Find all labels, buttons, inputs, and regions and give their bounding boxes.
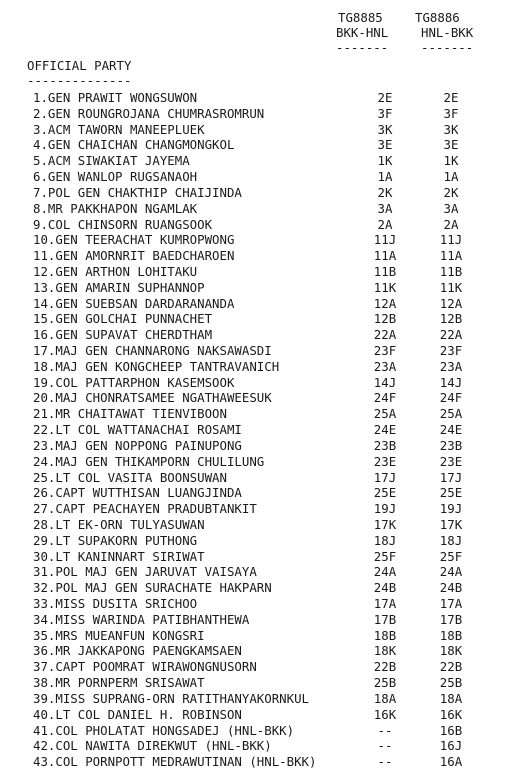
passenger-name: 18.MAJ GEN KONGCHEEP TANTRAVANICH: [33, 358, 280, 374]
route-rule-return: -------: [421, 40, 474, 55]
passenger-name: 20.MAJ CHONRATSAMEE NGATHAWEESUK: [33, 390, 272, 406]
list-item: [0, 122, 511, 138]
seat-outbound: 22B: [373, 659, 397, 675]
list-item: [0, 643, 511, 659]
seat-outbound: 22A: [373, 327, 397, 343]
section-title: OFFICIAL PARTY: [27, 58, 132, 73]
seat-return: 11B: [439, 263, 463, 279]
seat-return: 16J: [439, 738, 463, 754]
seat-outbound: 24A: [373, 564, 397, 580]
passenger-name: 29.LT SUPAKORN PUTHONG: [33, 532, 198, 548]
list-item: [0, 201, 511, 217]
list-item: [0, 485, 511, 501]
seat-outbound: 17A: [373, 596, 397, 611]
passenger-name: 12.GEN ARTHON LOHITAKU: [33, 263, 198, 279]
passenger-name: 36.MR JAKKAPONG PAENGKAMSAEN: [33, 643, 242, 659]
seat-return: 24E: [439, 422, 463, 438]
list-item: [0, 232, 511, 248]
list-item: [0, 580, 511, 596]
passenger-name: 43.COL PORNPOTT MEDRAWUTINAN (HNL-BKK): [33, 754, 317, 770]
seat-outbound: 17K: [373, 516, 397, 532]
seat-outbound: 18J: [373, 532, 397, 548]
seat-outbound: 12B: [373, 311, 397, 327]
list-item: [0, 454, 511, 470]
passenger-name: 38.MR PORNPERM SRISAWAT: [33, 675, 205, 691]
seat-outbound: --: [377, 754, 393, 770]
passenger-name: 23.MAJ GEN NOPPONG PAINUPONG: [33, 437, 242, 453]
seat-outbound: 11B: [373, 263, 397, 279]
seat-outbound: 18B: [373, 627, 397, 643]
list-item: [0, 723, 511, 739]
seat-return: 1K: [443, 153, 459, 169]
passenger-name: 14.GEN SUEBSAN DARDARANANDA: [33, 295, 235, 311]
seat-return: 18A: [439, 690, 463, 706]
list-item: [0, 517, 511, 533]
list-item: [0, 327, 511, 343]
seat-outbound: 1A: [377, 169, 393, 185]
passenger-name: 35.MRS MUEANFUN KONGSRI: [33, 627, 205, 643]
list-item: [0, 549, 511, 565]
seat-return: 3E: [443, 137, 459, 153]
list-item: [0, 296, 511, 312]
seat-return: 17B: [439, 611, 463, 627]
passenger-name: 41.COL PHOLATAT HONGSADEJ (HNL-BKK): [33, 722, 295, 738]
seat-outbound: 25A: [373, 406, 397, 422]
passenger-name: 19.COL PATTARPHON KASEMSOOK: [33, 374, 235, 390]
list-item: [0, 264, 511, 280]
seat-outbound: 2K: [377, 184, 393, 200]
seat-outbound: 24E: [373, 422, 397, 438]
seat-return: 14J: [439, 374, 463, 390]
seat-return: 12A: [439, 295, 463, 311]
list-item: [0, 90, 511, 106]
passenger-name: 31.POL MAJ GEN JARUVAT VAISAYA: [33, 564, 257, 580]
list-item: [0, 248, 511, 264]
list-item: [0, 691, 511, 707]
list-item: [0, 217, 511, 233]
seat-outbound: 1K: [377, 153, 393, 169]
seat-return: 2E: [443, 90, 459, 105]
passenger-name: 33.MISS DUSITA SRICHOO: [33, 596, 198, 611]
list-item: [0, 738, 511, 754]
passenger-name: 32.POL MAJ GEN SURACHATE HAKPARN: [33, 580, 272, 596]
list-item: [0, 343, 511, 359]
seat-outbound: 11K: [373, 279, 397, 295]
passenger-name: 30.LT KANINNART SIRIWAT: [33, 548, 205, 564]
seat-outbound: 2A: [377, 216, 393, 232]
seat-outbound: 23E: [373, 453, 397, 469]
route-outbound: BKK-HNL: [336, 25, 389, 40]
seat-return: 1A: [443, 169, 459, 185]
seat-outbound: --: [377, 738, 393, 754]
passenger-name: 37.CAPT POOMRAT WIRAWONGNUSORN: [33, 659, 257, 675]
seat-outbound: 23B: [373, 437, 397, 453]
seat-outbound: --: [377, 722, 393, 738]
seat-outbound: 12A: [373, 295, 397, 311]
seat-return: 18B: [439, 627, 463, 643]
seat-return: 25B: [439, 675, 463, 691]
list-item: [0, 153, 511, 169]
passenger-name: 6.GEN WANLOP RUGSANAOH: [33, 169, 198, 185]
passenger-name: 2.GEN ROUNGROJANA CHUMRASROMRUN: [33, 105, 265, 121]
seat-outbound: 2E: [377, 90, 393, 105]
seat-return: 2A: [443, 216, 459, 232]
seat-return: 23A: [439, 358, 463, 374]
seat-outbound: 23F: [373, 343, 397, 358]
list-item: [0, 390, 511, 406]
route-rule-outbound: -------: [336, 40, 389, 55]
flight-code-outbound: TG8885: [338, 10, 383, 25]
list-item: [0, 596, 511, 612]
list-item: [0, 185, 511, 201]
list-item: [0, 612, 511, 628]
seat-return: 24F: [439, 390, 463, 406]
seat-return: 3F: [443, 105, 459, 121]
seat-return: 3K: [443, 121, 459, 137]
passenger-name: 10.GEN TEERACHAT KUMROPWONG: [33, 232, 235, 248]
list-item: [0, 707, 511, 723]
seat-return: 25E: [439, 485, 463, 501]
seat-outbound: 3E: [377, 137, 393, 153]
list-item: [0, 501, 511, 517]
list-item: [0, 406, 511, 422]
seat-return: 11J: [439, 232, 463, 248]
passenger-name: 1.GEN PRAWIT WONGSUWON: [33, 90, 198, 105]
route-return: HNL-BKK: [421, 25, 474, 40]
seat-outbound: 3A: [377, 200, 393, 216]
passenger-name: 27.CAPT PEACHAYEN PRADUBTANKIT: [33, 501, 257, 517]
seat-return: 12B: [439, 311, 463, 327]
seat-return: 22A: [439, 327, 463, 343]
seat-outbound: 24F: [373, 390, 397, 406]
passenger-name: 13.GEN AMARIN SUPHANNOP: [33, 279, 205, 295]
seat-return: 17J: [439, 469, 463, 485]
passenger-name: 39.MISS SUPRANG-ORN RATITHANYAKORNKUL: [33, 690, 310, 706]
passenger-name: 7.POL GEN CHAKTHIP CHAIJINDA: [33, 184, 242, 200]
passenger-name: 9.COL CHINSORN RUANGSOOK: [33, 216, 213, 232]
seat-return: 24A: [439, 564, 463, 580]
seat-return: 18J: [439, 532, 463, 548]
seat-return: 23B: [439, 437, 463, 453]
passenger-name: 34.MISS WARINDA PATIBHANTHEWA: [33, 611, 250, 627]
passenger-name: 8.MR PAKKHAPON NGAMLAK: [33, 200, 198, 216]
seat-return: 11A: [439, 248, 463, 264]
seat-outbound: 25F: [373, 548, 397, 564]
seat-outbound: 24B: [373, 580, 397, 596]
seat-return: 3A: [443, 200, 459, 216]
seat-return: 16K: [439, 706, 463, 722]
seat-return: 25F: [439, 548, 463, 564]
seat-return: 24B: [439, 580, 463, 596]
seating-list: [0, 90, 511, 770]
seat-return: 23F: [439, 343, 463, 358]
passenger-name: 25.LT COL VASITA BOONSUWAN: [33, 469, 227, 485]
passenger-name: 28.LT EK-ORN TULYASUWAN: [33, 516, 205, 532]
seat-outbound: 18A: [373, 690, 397, 706]
passenger-name: 11.GEN AMORNRIT BAEDCHAROEN: [33, 248, 235, 264]
section-rule: --------------: [27, 73, 132, 88]
passenger-name: 42.COL NAWITA DIREKWUT (HNL-BKK): [33, 738, 272, 754]
seat-return: 2K: [443, 184, 459, 200]
seat-outbound: 19J: [373, 501, 397, 517]
seat-return: 11K: [439, 279, 463, 295]
seat-outbound: 11A: [373, 248, 397, 264]
list-item: [0, 169, 511, 185]
flight-code-return: TG8886: [415, 10, 460, 25]
seat-outbound: 17J: [373, 469, 397, 485]
list-item: [0, 659, 511, 675]
passenger-name: 40.LT COL DANIEL H. ROBINSON: [33, 706, 242, 722]
passenger-name: 21.MR CHAITAWAT TIENVIBOON: [33, 406, 227, 422]
list-item: [0, 564, 511, 580]
passenger-name: 24.MAJ GEN THIKAMPORN CHULILUNG: [33, 453, 265, 469]
seat-outbound: 11J: [373, 232, 397, 248]
seat-return: 19J: [439, 501, 463, 517]
seat-outbound: 23A: [373, 358, 397, 374]
list-item: [0, 422, 511, 438]
list-item: [0, 311, 511, 327]
passenger-name: 3.ACM TAWORN MANEEPLUEK: [33, 121, 205, 137]
passenger-name: 17.MAJ GEN CHANNARONG NAKSAWASDI: [33, 343, 272, 358]
list-item: [0, 438, 511, 454]
passenger-name: 15.GEN GOLCHAI PUNNACHET: [33, 311, 213, 327]
seat-return: 16A: [439, 754, 463, 770]
seat-return: 18K: [439, 643, 463, 659]
seat-outbound: 3K: [377, 121, 393, 137]
list-item: [0, 628, 511, 644]
list-item: [0, 533, 511, 549]
seat-outbound: 25E: [373, 485, 397, 501]
seat-return: 23E: [439, 453, 463, 469]
seat-outbound: 25B: [373, 675, 397, 691]
list-item: [0, 359, 511, 375]
list-item: [0, 280, 511, 296]
seat-outbound: 3F: [377, 105, 393, 121]
seat-return: 17A: [439, 596, 463, 611]
list-item: [0, 470, 511, 486]
passenger-name: 22.LT COL WATTANACHAI ROSAMI: [33, 422, 242, 438]
seat-outbound: 14J: [373, 374, 397, 390]
passenger-name: 16.GEN SUPAVAT CHERDTHAM: [33, 327, 213, 343]
seat-outbound: 16K: [373, 706, 397, 722]
seat-return: 22B: [439, 659, 463, 675]
passenger-name: 26.CAPT WUTTHISAN LUANGJINDA: [33, 485, 242, 501]
seat-return: 16B: [439, 722, 463, 738]
list-item: [0, 137, 511, 153]
list-item: [0, 675, 511, 691]
seat-return: 17K: [439, 516, 463, 532]
seat-outbound: 17B: [373, 611, 397, 627]
seat-return: 25A: [439, 406, 463, 422]
seat-outbound: 18K: [373, 643, 397, 659]
passenger-name: 5.ACM SIWAKIAT JAYEMA: [33, 153, 190, 169]
passenger-name: 4.GEN CHAICHAN CHANGMONGKOL: [33, 137, 235, 153]
list-item: [0, 106, 511, 122]
list-item: [0, 375, 511, 391]
